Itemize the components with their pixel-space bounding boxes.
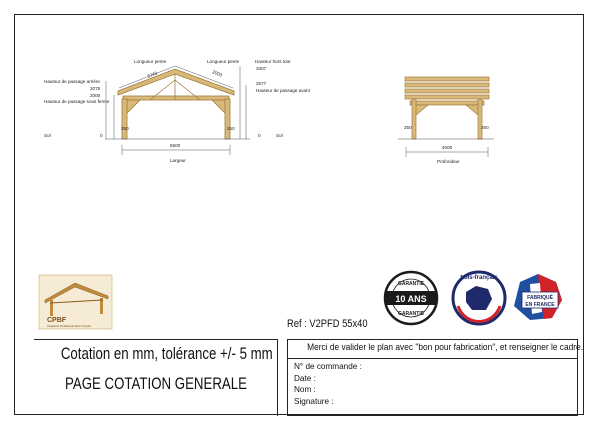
width-dim: 5500 xyxy=(170,143,181,148)
fabrique-line2: EN FRANCE xyxy=(525,302,555,308)
field-order-number[interactable]: N° de commande : xyxy=(294,362,362,371)
front-post-left xyxy=(122,99,127,139)
garantie-10-ans-badge xyxy=(385,272,437,324)
sol-right: Sol xyxy=(276,133,283,138)
garantie-bottom: GARANTIE xyxy=(397,311,425,317)
field-signature[interactable]: Signature : xyxy=(294,396,334,406)
zero-left: 0 xyxy=(100,133,103,138)
dim-avant: 2577 xyxy=(256,81,267,86)
fabrique-line1: FABRIQUÉ xyxy=(527,295,553,301)
post-right-dim: 250 xyxy=(227,126,235,131)
field-name[interactable]: Nom : xyxy=(294,385,316,394)
label-hauteur-passage-arriere: Hauteur de passage arrière xyxy=(44,79,100,84)
side-roof-beams xyxy=(405,77,489,115)
label-longueur-pente-right: Longueur pente xyxy=(207,59,240,64)
zero-right: 0 xyxy=(258,133,261,138)
page-title: PAGE COTATION GENERALE xyxy=(64,374,247,393)
depth-dim: 4000 xyxy=(442,145,453,150)
tolerance-text: Cotation en mm, tolérance +/- 5 mm xyxy=(60,344,273,363)
side-post-right-dim: 250 xyxy=(481,125,489,130)
cpbf-logo-subtitle: Charpente Préfabriquée Bois Français xyxy=(47,325,92,328)
depth-label: Profondeur xyxy=(437,159,460,164)
validation-instruction: Merci de valider le plan avec "bon pour fabrication", et renseigner le cadre. xyxy=(307,342,584,353)
bois-francais-badge xyxy=(453,272,505,324)
approval-fields xyxy=(294,361,362,407)
post-left-dim: 250 xyxy=(121,126,129,131)
label-hauteur-passage-avant: Hauteur de passage avant xyxy=(256,88,310,93)
label-hauteur-passage-sous-ferme: Hauteur de passage sous ferme xyxy=(44,99,110,104)
garantie-main: 10 ANS xyxy=(395,294,427,304)
side-post-left xyxy=(412,99,416,139)
dim-pente-right: 2003 xyxy=(211,69,223,78)
front-post-right xyxy=(225,99,230,139)
dim-sous-ferme: 2000 xyxy=(90,93,101,98)
title-block-divider xyxy=(287,358,578,359)
side-post-right xyxy=(478,99,482,139)
field-date[interactable]: Date : xyxy=(294,373,316,383)
cpbf-logo xyxy=(39,275,112,329)
side-post-left-dim: 250 xyxy=(404,125,412,130)
width-label: Largeur xyxy=(170,158,186,163)
dim-arriere: 2075 xyxy=(90,86,101,91)
label-longueur-pente-left: Longueur pente xyxy=(134,59,167,64)
label-hauteur-hors-tout: Hauteur hors tout xyxy=(255,59,291,64)
cpbf-logo-text: CPBF xyxy=(47,317,67,324)
side-elevation xyxy=(398,77,494,164)
reference-label: Ref : V2PFD 55x40 xyxy=(287,318,368,330)
dim-pente-left: 3743 xyxy=(146,70,158,79)
garantie-top: GARANTIE xyxy=(397,281,425,287)
fabrique-en-france-badge xyxy=(514,274,562,320)
bois-francais-text: bois-français xyxy=(460,275,498,281)
dim-hors-tout: 3307 xyxy=(256,66,267,71)
sol-left: Sol xyxy=(44,133,51,138)
